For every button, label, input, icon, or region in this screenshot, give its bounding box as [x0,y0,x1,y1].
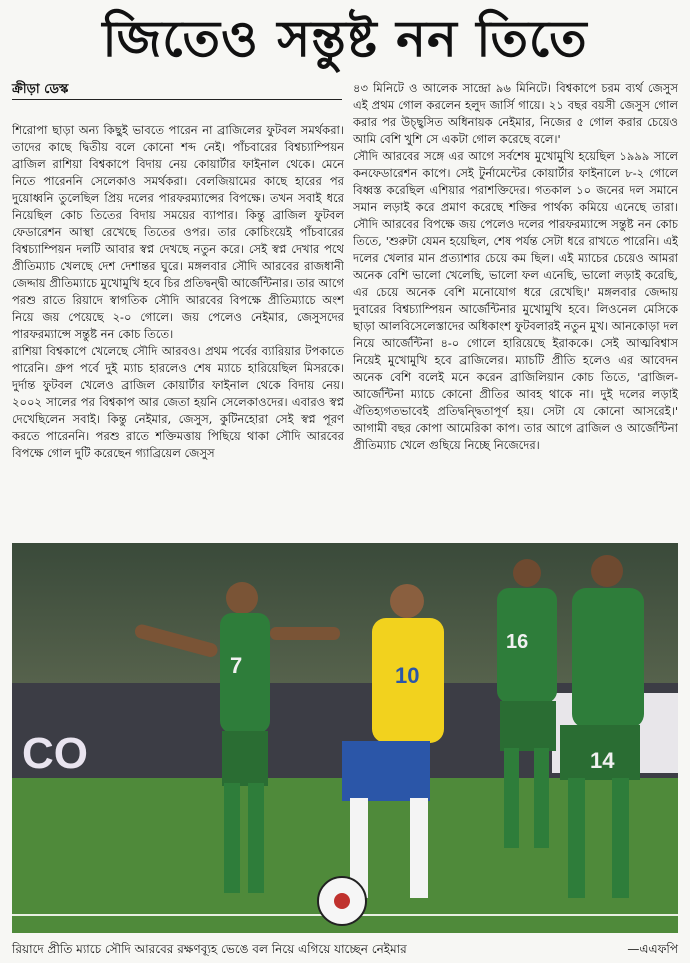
byline: ক্রীড়া ডেস্ক [12,82,69,97]
photo-caption [12,938,678,960]
football-pattern [334,893,350,909]
jersey-number: 10 [395,663,420,688]
paragraph: রাশিয়া বিশ্বকাপে খেলেছে সৌদি আরবও। প্রথম পর্বের ব্যারিয়ার টপকাতে পারেনি। গ্রুপ পর্বে দুই ম্যাচ হারলেও শেষ ম্যাচে হারিয়েছিল মিসরকে। দুর্দান্ত ফুটবল খেলেও ব্রাজিল কোয়ার্টার ফাইনাল থেকে বিদায় নেয়। ২০০২ সালের পর বিশ্বকাপ আর জেতা হয়নি সেলেকাওদের। এবারও স্বপ্ন দেখেছিলেন সবাই। কিন্তু নেইমার, জেসুস, কুটিনহোরা সেই স্বপ্ন পূরণ করতে পারেননি। পরশু রাতে শক্তিমত্তায় পিছিয়ে থাকা সৌদি আরবের বিপক্ষে গোল দুটি করেছেন গ্যাব্রিয়েল জেসুস [12,344,344,460]
match-photo [12,543,678,933]
caption-text: রিয়াদে প্রীতি ম্যাচে সৌদি আরবের রক্ষণব্যূহ ভেঙে বল নিয়ে এগিয়ে যাচ্ছেন নেইমার [12,942,407,956]
byline-divider [12,99,342,100]
jersey-number: 7 [230,653,243,678]
article-column-left [12,122,344,535]
jersey-number: 14 [590,748,615,773]
jersey-number: 16 [506,631,529,653]
photo-credit: —এএফপি [627,942,678,956]
paragraph: সৌদি আরবের সঙ্গে এর আগে সর্বশেষ মুখোমুখি হয়েছিল ১৯৯৯ সালে কনফেডারেশন কাপে। সেই টুর্নামেন্টের কোয়ার্টার ফাইনালে ৮-২ গোলে বিধ্বস্ত করেছিল এশিয়ার পরাশক্তিদের। গতকাল ১০ জনের দল সমানে সমান লড়াই করে প্রমাণ করেছে শক্তির পার্থক্য কমিয়ে এনেছে তারা। সৌদি আরবের বিপক্ষে জয় পেলেও দলের পারফরম্যান্সে সন্তুষ্ট নন কোচ তিতে, 'শুরুটা যেমন হয়েছিল, শেষ পর্যন্ত সেটা ধরে রাখতে পারেনি। এই দলের খেলার মান প্রত্যাশার চেয়ে কম ছিল। এই ম্যাচের চেয়েও আমরা অনেক বেশি ভালো খেলেছি, ভালো ফল এনেছি, ভালো লড়াই করেছি, এর চেয়ে অনেক বেশি মনোযোগ ধরে রেখেছি।' মঙ্গলবার জেদ্দায় দুবারের বিশ্বচ্যাম্পিয়ন আর্জেন্টিনার মুখোমুখি হবে। লিওনেল মেসিকে ছাড়া আলবিসেলেস্তাদের অধিকাংশ ফুটবলারই নতুন মুখ। আনকোড়া দল নিয়ে আর্জেন্টিনা ৪-০ গোলে হারিয়েছে ইরাককে। সেই আত্মবিশ্বাস নিয়েই মুখোমুখি হবে ব্রাজিলের। ম্যাচটি প্রীতি হলেও এর আবেদন অনেক বেশি বলেই মনে করেন ব্রাজিলিয়ান কোচ তিতে, 'ব্রাজিল-আর্জেন্টিনা ম্যাচে কোনো প্রীতির আবহ থাকে না। দুই দলের লড়াই ঐতিহ্যগতভাবেই প্রতিদ্বন্দ্বিতাপূর্ণ হয়। সেটা যে কোনো আসরেই।' আগামী বছর কোপা আমেরিকা কাপ। তার আগে ব্রাজিল ও আর্জেন্টিনা প্রীতিম্যাচ খেলে গুছিয়ে নিচ্ছে নিজেদের। [353,149,678,452]
match-photo-illustration [12,543,678,933]
paragraph: ৪৩ মিনিটে ও আলেক সান্দ্রো ৯৬ মিনিটে। বিশ্বকাপে চরম ব্যর্থ জেসুস এই প্রথম গোল করলেন হলুদ জার্সি গায়ে। ২১ বছর বয়সী জেসুস গোল করার পর উচ্ছ্বসিত অধিনায়ক নেইমার, নিজের ৫ গোল করার চেয়েও আমি বেশি খুশি সে একটা গোল করেছে বলে।' [353,81,678,146]
article-column-right [353,80,678,535]
headline: জিতেও সন্তুষ্ট নন তিতে [102,9,588,68]
paragraph: শিরোপা ছাড়া অন্য কিছুই ভাবতে পারেন না ব্রাজিলের ফুটবল সমর্থকরা। তাদের কাছে দ্বিতীয় বলে কোনো শব্দ নেই। পাঁচবারের বিশ্বচ্যাম্পিয়ন ব্রাজিল রাশিয়া বিশ্বকাপে বিদায় নেয় কোয়ার্টার ফাইনাল থেকে। মেনে নিতে পারেননি সেলেকাও সমর্থকরা। বেলজিয়ামের কাছে হারের পর দুয়োধ্বনি তুলেছিল প্রিয় দলের পারফরম্যান্সের বিপক্ষে। তখন সবাই ধরে নিয়েছিল কোচ তিতের বিদায় সময়ের ব্যাপার। কিন্তু ব্রাজিল ফুটবল ফেডারেশন আস্থা রেখেছে তিতের ওপর। তার কোচিংয়েই পাঁচবারের বিশ্বচ্যাম্পিয়ন দলটি আবার স্বপ্ন দেখছে নতুন করে। সেই স্বপ্ন দেখার পথে প্রীতিম্যাচ খেলছে দেশ দেশান্তর ঘুরে। মঙ্গলবার সৌদি আরবের রাজধানী জেদ্দায় প্রীতিম্যাচে মুখোমুখি হবে চির প্রতিদ্বন্দ্বী আর্জেন্টিনার। তার আগে পরশু রাতে রিয়াদে স্বাগতিক সৌদি আরবের বিপক্ষে প্রীতিম্যাচে অংশ নিয়ে জয় পেয়েছে ২-০ গোলে। জয় পেলেও নেইমার, জেসুসদের পারফরম্যান্সে সন্তুষ্ট নন কোচ তিতে। [12,123,344,341]
board-text: CO [22,729,88,778]
